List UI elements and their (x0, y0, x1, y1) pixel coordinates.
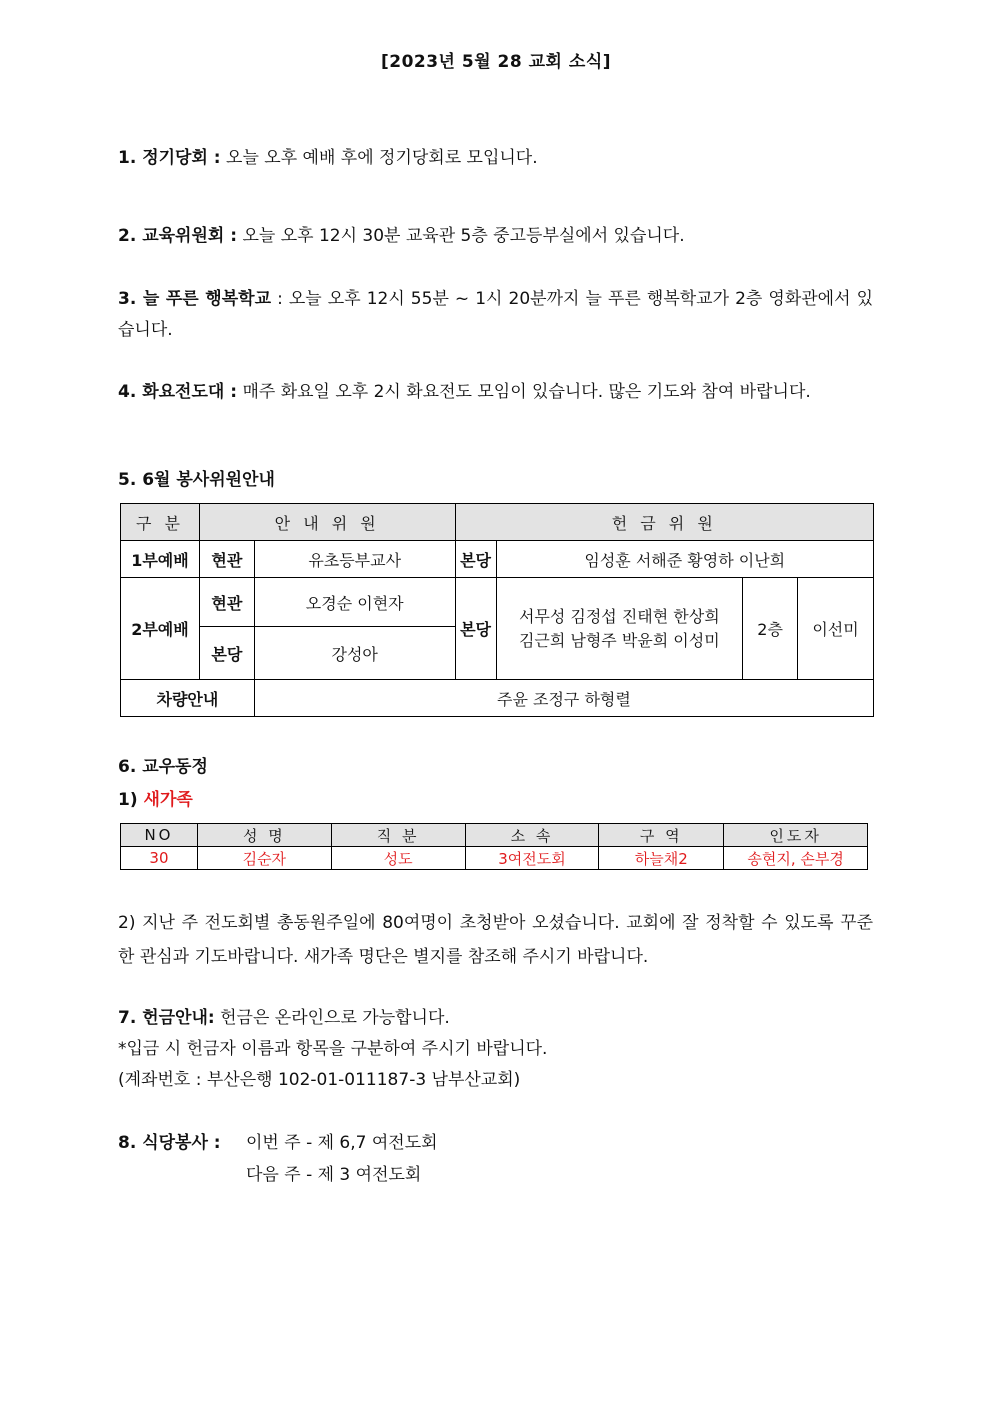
notice-label: 7. 헌금안내: (118, 1008, 215, 1028)
notice-volunteers-heading (118, 465, 873, 496)
notice-label: 1. 정기당회 : (118, 148, 221, 168)
header-division: 구 분 (121, 504, 200, 541)
account-number: (계좌번호 : 부산은행 102-01-011187-3 남부산교회) (118, 1070, 521, 1090)
header-offering: 헌 금 위 원 (455, 504, 873, 541)
header-cell: 성 명 (197, 824, 331, 847)
kitchen-line-1 (118, 1127, 873, 1159)
volunteer-row-service2 (121, 578, 874, 627)
notice-member-news-heading (118, 752, 873, 783)
location: 현관 (199, 578, 254, 627)
notice-label: 4. 화요전도대 : (118, 382, 238, 402)
volunteer-header-row (121, 504, 874, 541)
notice-regular-session (118, 143, 873, 174)
header-cell: NO (121, 824, 198, 847)
offering-members: 이선미 (798, 578, 874, 680)
location: 본당 (455, 541, 496, 578)
header-cell: 직 분 (331, 824, 465, 847)
notice-label: 3. 늘 푸른 행복학교 (118, 289, 271, 309)
offering-members: 임성훈 서해준 황영하 이난희 (496, 541, 874, 578)
location: 2층 (743, 578, 798, 680)
service-name: 1부예배 (121, 541, 200, 578)
vehicle-members: 주윤 조정구 하형렬 (254, 680, 873, 717)
offering-members-line: 김근희 남형주 박윤희 이성미 (518, 630, 720, 650)
notice-offering (118, 1003, 873, 1096)
offering-line (118, 1003, 873, 1034)
volunteer-row-service1 (121, 541, 874, 578)
offering-members (496, 578, 743, 680)
notice-kitchen-service (118, 1127, 873, 1191)
subsection-number: 1) (118, 790, 138, 810)
guide-members: 유초등부교사 (254, 541, 455, 578)
vehicle-label: 차량안내 (121, 680, 255, 717)
volunteer-row-vehicle (121, 680, 874, 717)
location: 본당 (199, 627, 254, 680)
kitchen-this-week: 이번 주 - 제 6,7 여전도회 (246, 1133, 438, 1153)
table-cell: 송현지, 손부경 (724, 847, 868, 870)
new-family-header-row (121, 824, 868, 847)
guide-members: 강성아 (254, 627, 455, 680)
table-cell: 성도 (331, 847, 465, 870)
new-family-table (120, 823, 868, 870)
notice-text: : 오늘 오후 12시 55분 ~ 1시 20분까지 늘 푸른 행복학교가 2층 영화관에서 있습니다. (118, 289, 874, 340)
volunteer-table (120, 503, 874, 717)
header-guide: 안 내 위 원 (199, 504, 455, 541)
notice-tuesday-evangelism (118, 377, 873, 408)
new-family-note: 2) 지난 주 전도회별 총동원주일에 80여명이 초청받아 오셨습니다. 교회에 잘 정착할 수 있도록 꾸준한 관심과 기도바랍니다. 새가족 명단은 별지를 참조해 주시기 바랍니다. (118, 913, 873, 967)
notice-label: 5. 6월 봉사위원안내 (118, 470, 275, 490)
notice-happy-school (118, 284, 873, 346)
location: 본당 (455, 578, 496, 680)
header-cell: 구 역 (599, 824, 724, 847)
table-cell: 30 (121, 847, 198, 870)
header-cell: 인도자 (724, 824, 868, 847)
page-title: [2023년 5월 28 교회 소식] (380, 52, 612, 72)
location: 현관 (199, 541, 254, 578)
guide-members: 오경순 이현자 (254, 578, 455, 627)
notice-label: 6. 교우동정 (118, 757, 208, 777)
table-cell: 하늘채2 (599, 847, 724, 870)
header-cell: 소 속 (465, 824, 599, 847)
subsection-label: 새가족 (137, 790, 193, 810)
table-cell: 김순자 (197, 847, 331, 870)
offering-members-line: 서무성 김정섭 진태현 한상희 (518, 606, 720, 626)
service-name: 2부예배 (121, 578, 200, 680)
notice-text: 오늘 오후 12시 30분 교육관 5층 중고등부실에서 있습니다. (237, 226, 685, 246)
notice-text: 헌금은 온라인으로 가능합니다. (214, 1008, 450, 1028)
new-family-heading (118, 785, 873, 816)
table-row (121, 847, 868, 870)
table-cell: 3여전도회 (465, 847, 599, 870)
notice-text: 오늘 오후 예배 후에 정기당회로 모입니다. (220, 148, 538, 168)
notice-education-committee (118, 221, 873, 252)
offering-note: *입금 시 헌금자 이름과 항목을 구분하여 주시기 바랍니다. (118, 1039, 548, 1059)
kitchen-line-2 (118, 1159, 873, 1191)
notice-label: 8. 식당봉사 : (118, 1133, 221, 1153)
notice-label: 2. 교육위원회 : (118, 226, 238, 246)
kitchen-next-week: 다음 주 - 제 3 여전도회 (246, 1165, 422, 1185)
notice-text: 매주 화요일 오후 2시 화요전도 모임이 있습니다. 많은 기도와 참여 바랍니다. (237, 382, 811, 402)
